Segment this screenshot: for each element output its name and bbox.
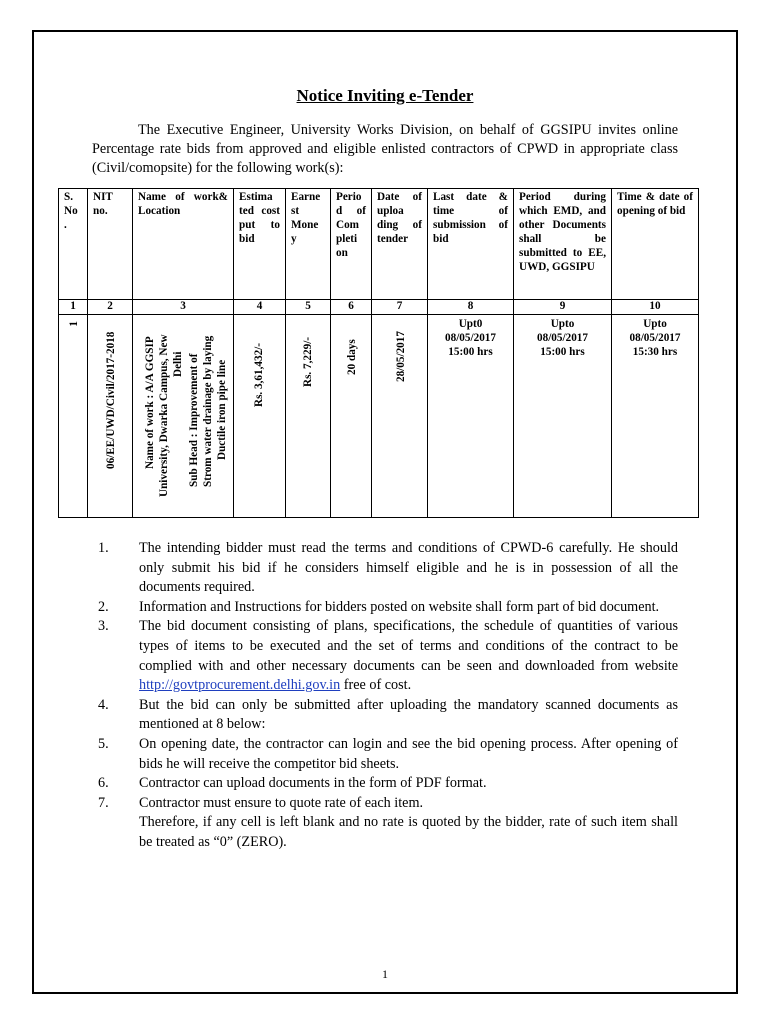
intro-text: The Executive Engineer, University Works Division, on behalf of GGSIPU invites online Percentage rate bids from approved and eligible enlisted contractors of CPWD in appropriate class (Civil/comopsite) for the following work(s): bbox=[92, 122, 678, 176]
header-cell: Name of work& Location bbox=[133, 189, 234, 300]
header-cell: Estima ted cost put to bid bbox=[234, 189, 286, 300]
intro-paragraph bbox=[92, 121, 678, 178]
item-text: Information and Instructions for bidders posted on website shall form part of bid document. bbox=[139, 598, 660, 615]
opening-line: 08/05/2017 bbox=[629, 332, 681, 344]
period-cell bbox=[331, 315, 372, 518]
work-line: Sub Head : Improvement of bbox=[188, 353, 200, 487]
column-number: 1 bbox=[59, 300, 88, 315]
closing-paragraph bbox=[98, 813, 678, 852]
opening-line: Upto bbox=[643, 318, 667, 330]
header-cell: Period during which EMD, and other Documents shall be submitted to EE, UWD, GGSIPU bbox=[514, 189, 612, 300]
sno-value: 1 bbox=[68, 321, 80, 327]
table-number-row bbox=[59, 300, 699, 315]
item-number: 5. bbox=[98, 735, 109, 752]
header-cell: Last date & time of submission of bid bbox=[428, 189, 514, 300]
upload-date-value: 28/05/2017 bbox=[395, 331, 407, 382]
item-number: 4. bbox=[98, 696, 109, 713]
nit-value: 06/EE/UWD/Civil/2017-2018 bbox=[105, 331, 117, 469]
nit-cell bbox=[88, 315, 133, 518]
closing-text: Therefore, if any cell is left blank and no rate is quoted by the bidder, rate of such item shall be treated as “0” (ZERO). bbox=[139, 814, 678, 850]
header-cell: NIT no. bbox=[88, 189, 133, 300]
sno-cell bbox=[59, 315, 88, 518]
period-value: 20 days bbox=[346, 339, 358, 375]
item-text: Contractor must ensure to quote rate of each item. bbox=[139, 794, 424, 811]
cost-cell bbox=[234, 315, 286, 518]
item-number: 6. bbox=[98, 775, 109, 792]
column-number: 9 bbox=[514, 300, 612, 315]
opening-cell bbox=[612, 315, 699, 518]
list-item bbox=[98, 774, 678, 794]
item-text: The intending bidder must read the terms and conditions of CPWD-6 carefully. He should only submit his bid if he considers himself eligible and he is in possession of all the documents required. bbox=[139, 540, 678, 596]
conditions-list bbox=[98, 539, 678, 853]
work-line: Name of work : A/A GGSIP bbox=[144, 336, 156, 469]
table-row bbox=[59, 315, 699, 518]
last-date-cell bbox=[428, 315, 514, 518]
emd-cell bbox=[286, 315, 331, 518]
item-number: 1. bbox=[98, 540, 109, 556]
upload-date-cell bbox=[372, 315, 428, 518]
column-number: 8 bbox=[428, 300, 514, 315]
header-cell: Earne st Mone y bbox=[286, 189, 331, 300]
list-item bbox=[98, 735, 678, 774]
list-item bbox=[98, 794, 678, 814]
emd-value: Rs. 7,229/- bbox=[302, 336, 314, 387]
last-date-line: 08/05/2017 bbox=[445, 332, 496, 344]
header-cell: Perio d of Com pleti on bbox=[331, 189, 372, 300]
procurement-link[interactable]: http://govtprocurement.delhi.gov.in bbox=[139, 677, 341, 694]
column-number: 3 bbox=[133, 300, 234, 315]
item-text: But the bid can only be submitted after uploading the mandatory scanned documents as mentioned at 8 below: bbox=[139, 696, 678, 733]
item-text: Contractor can upload documents in the form of PDF format. bbox=[139, 775, 487, 792]
work-line: University, Dwarka Campus, New bbox=[158, 334, 170, 497]
column-number: 5 bbox=[286, 300, 331, 315]
header-cell: S. No . bbox=[59, 189, 88, 300]
cost-value: Rs. 3,61,432/- bbox=[253, 342, 265, 407]
emd-period-cell bbox=[514, 315, 612, 518]
column-number: 4 bbox=[234, 300, 286, 315]
column-number: 2 bbox=[88, 300, 133, 315]
tender-table bbox=[58, 188, 699, 518]
item-number: 3. bbox=[98, 618, 109, 635]
work-cell bbox=[133, 315, 234, 518]
list-item bbox=[98, 539, 678, 598]
item-text: The bid document consisting of plans, specifications, the schedule of quantities of various types of items to be executed and the set of terms and conditions of the contract to be complied with and other necessary documents can be seen and downloaded from website bbox=[139, 618, 678, 674]
list-item bbox=[98, 617, 678, 695]
emd-period-line: Upto bbox=[550, 318, 575, 330]
work-line: Ductile iron pipe line bbox=[216, 359, 228, 460]
column-number: 10 bbox=[612, 300, 699, 315]
list-item bbox=[98, 598, 678, 618]
emd-period-line: 15:00 hrs bbox=[540, 346, 585, 358]
last-date-line: Upt0 bbox=[458, 318, 483, 330]
column-number: 7 bbox=[372, 300, 428, 315]
last-date-line: 15:00 hrs bbox=[448, 346, 493, 358]
column-number: 6 bbox=[331, 300, 372, 315]
item-text: On opening date, the contractor can login and see the bid opening process. After opening of bids he will receive the competitor bid sheets. bbox=[139, 735, 678, 772]
work-line: Strom water drainage by laying bbox=[202, 335, 214, 487]
work-line: Delhi bbox=[172, 351, 184, 377]
item-number: 7. bbox=[98, 794, 109, 811]
opening-line: 15:30 hrs bbox=[632, 346, 678, 358]
header-cell: Date of uploa ding of tender bbox=[372, 189, 428, 300]
emd-period-line: 08/05/2017 bbox=[537, 332, 588, 344]
item-number: 2. bbox=[98, 598, 109, 615]
document-title: Notice Inviting e-Tender bbox=[296, 86, 474, 105]
table-header-row bbox=[59, 189, 699, 300]
list-item bbox=[98, 696, 678, 735]
page-number: 1 bbox=[382, 967, 388, 981]
item-text: free of cost. bbox=[340, 677, 412, 694]
header-cell: Time & date of opening of bid bbox=[612, 189, 699, 300]
